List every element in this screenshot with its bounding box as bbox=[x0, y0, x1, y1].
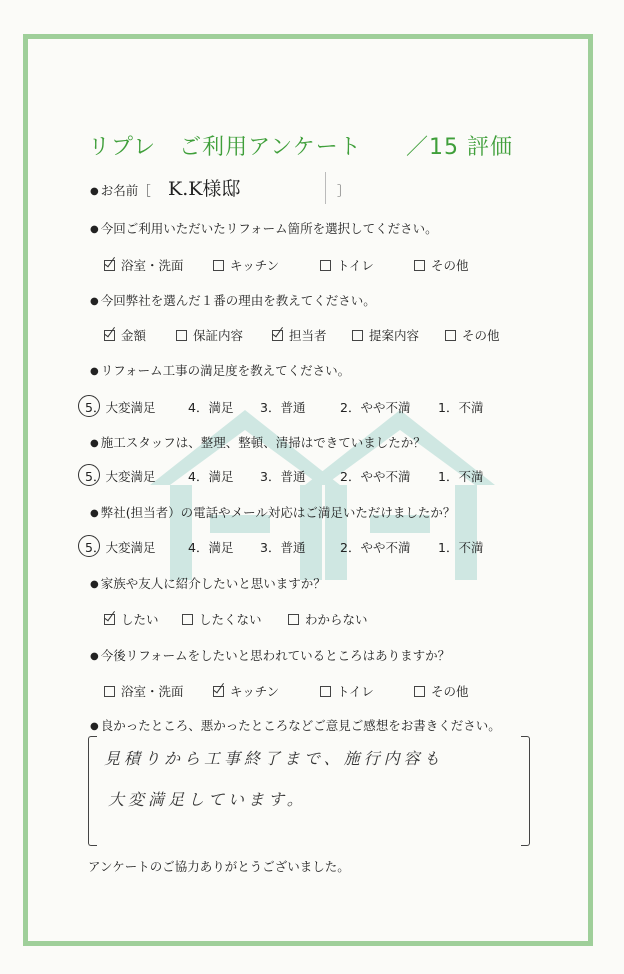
survey-title bbox=[88, 130, 513, 161]
question-4: ● 施工スタッフは、整理、整頓、清掃はできていましたか？ bbox=[90, 433, 426, 451]
name-divider bbox=[325, 172, 326, 204]
q6-option-yes[interactable]: したい bbox=[104, 610, 159, 628]
checkbox-icon[interactable] bbox=[176, 330, 187, 341]
q6-option-no[interactable]: したくない bbox=[182, 610, 262, 628]
checkbox-icon[interactable] bbox=[213, 686, 224, 697]
q4-scale-5[interactable]: 5．大変満足 bbox=[85, 469, 156, 484]
q4-scale-2[interactable]: 2．やや不満 bbox=[340, 469, 411, 484]
checkbox-icon[interactable] bbox=[352, 330, 363, 341]
question-8: ● 良かったところ、悪かったところなどご意見ご感想をお書きください。 bbox=[90, 716, 501, 734]
q2-option-staff[interactable]: 担当者 bbox=[272, 326, 327, 344]
comment-line-1: 見積りから工事終了まで、施行内容も bbox=[104, 749, 444, 768]
checkbox-icon[interactable] bbox=[272, 330, 283, 341]
q4-scale-4[interactable]: 4．満足 bbox=[188, 469, 234, 484]
q1-option-toilet[interactable]: トイレ bbox=[320, 256, 374, 274]
q2-option-other[interactable]: その他 bbox=[445, 326, 500, 344]
q1-option-bath[interactable]: 浴室・洗面 bbox=[104, 256, 184, 274]
checkbox-icon[interactable] bbox=[104, 614, 115, 625]
checkbox-icon[interactable] bbox=[104, 330, 115, 341]
comment-box-left-bracket bbox=[88, 736, 97, 846]
comment-line-2: 大変満足しています。 bbox=[108, 790, 307, 809]
q2-option-warranty[interactable]: 保証内容 bbox=[176, 326, 243, 344]
checkbox-icon[interactable] bbox=[288, 614, 299, 625]
question-3: ● リフォーム工事の満足度を教えてください。 bbox=[90, 361, 350, 379]
q1-option-kitchen[interactable]: キッチン bbox=[213, 256, 279, 274]
title-score: ／15 評価 bbox=[406, 135, 513, 160]
q3-scale-1[interactable]: 1．不満 bbox=[438, 400, 484, 415]
checkbox-icon[interactable] bbox=[320, 260, 331, 271]
question-7: ● 今後リフォームをしたいと思われているところはありますか？ bbox=[90, 646, 450, 664]
name-value[interactable]: K.K様邸 bbox=[168, 178, 241, 200]
q3-scale-2[interactable]: 2．やや不満 bbox=[340, 400, 411, 415]
checkbox-icon[interactable] bbox=[320, 686, 331, 697]
question-5: ● 弊社(担当者）の電話やメール対応はご満足いただけましたか？ bbox=[90, 503, 455, 521]
q6-option-unsure[interactable]: わからない bbox=[288, 610, 368, 628]
checkbox-icon[interactable] bbox=[213, 260, 224, 271]
q2-option-price[interactable]: 金額 bbox=[104, 326, 146, 344]
q7-option-other[interactable]: その他 bbox=[414, 682, 469, 700]
checkbox-icon[interactable] bbox=[104, 686, 115, 697]
q7-option-toilet[interactable]: トイレ bbox=[320, 682, 374, 700]
title-main: リプレ ご利用アンケート bbox=[88, 135, 362, 160]
q7-option-bath[interactable]: 浴室・洗面 bbox=[104, 682, 184, 700]
q2-option-proposal[interactable]: 提案内容 bbox=[352, 326, 419, 344]
q5-scale-3[interactable]: 3．普通 bbox=[260, 540, 306, 555]
checkbox-icon[interactable] bbox=[104, 260, 115, 271]
q7-option-kitchen[interactable]: キッチン bbox=[213, 682, 279, 700]
checkbox-icon[interactable] bbox=[414, 260, 425, 271]
q5-scale-2[interactable]: 2．やや不満 bbox=[340, 540, 411, 555]
question-1: ● 今回ご利用いただいたリフォーム箇所を選択してください。 bbox=[90, 219, 438, 237]
q5-scale-4[interactable]: 4．満足 bbox=[188, 540, 234, 555]
comment-box-right-bracket bbox=[521, 736, 530, 846]
checkbox-icon[interactable] bbox=[414, 686, 425, 697]
q3-scale-4[interactable]: 4．満足 bbox=[188, 400, 234, 415]
question-6: ● 家族や友人に紹介したいと思いますか？ bbox=[90, 574, 326, 592]
q4-scale-1[interactable]: 1．不満 bbox=[438, 469, 484, 484]
question-2: ● 今回弊社を選んだ１番の理由を教えてください。 bbox=[90, 291, 376, 309]
q3-scale-3[interactable]: 3．普通 bbox=[260, 400, 306, 415]
q4-scale-3[interactable]: 3．普通 bbox=[260, 469, 306, 484]
q1-option-other[interactable]: その他 bbox=[414, 256, 469, 274]
checkbox-icon[interactable] bbox=[445, 330, 456, 341]
q5-scale-5[interactable]: 5．大変満足 bbox=[85, 540, 156, 555]
thank-you-footer: アンケートのご協力ありがとうございました。 bbox=[88, 859, 350, 874]
q5-scale-1[interactable]: 1．不満 bbox=[438, 540, 484, 555]
checkbox-icon[interactable] bbox=[182, 614, 193, 625]
name-label: ● お名前［ bbox=[90, 181, 151, 199]
q3-scale-5[interactable]: 5．大変満足 bbox=[85, 400, 156, 415]
name-close-bracket: ］ bbox=[337, 184, 350, 198]
